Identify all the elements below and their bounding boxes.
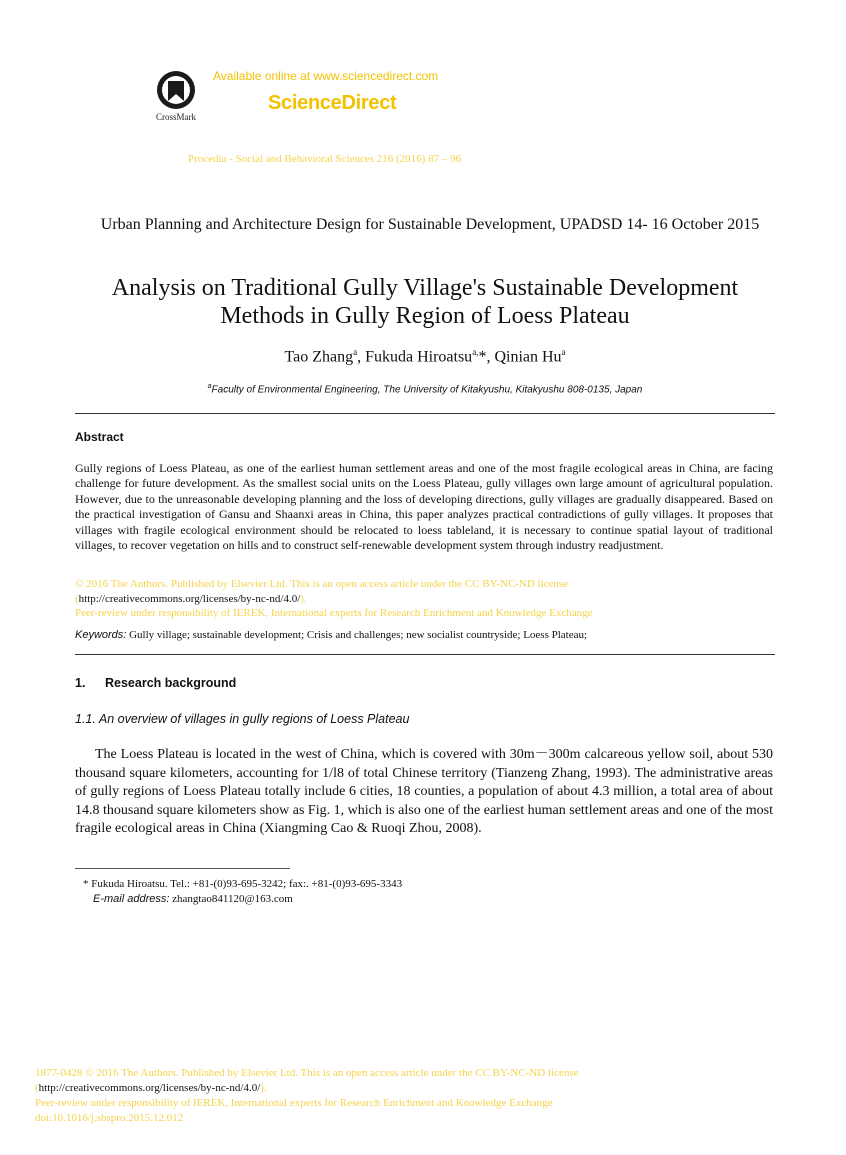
section-heading bbox=[75, 676, 236, 690]
footnote-rule bbox=[75, 868, 290, 869]
divider-top bbox=[75, 413, 775, 414]
abstract-peer-review: Peer-review under responsibility of IEREK, International experts for Research Enrichment and Knowledge Exchange bbox=[75, 607, 593, 619]
abstract-heading: Abstract bbox=[75, 430, 124, 444]
keywords bbox=[75, 629, 773, 641]
keywords-label: Keywords: bbox=[75, 629, 127, 641]
bottom-peer-review: Peer-review under responsibility of IEREK, International experts for Research Enrichment and Knowledge Exchange bbox=[35, 1097, 553, 1109]
author-3-sup: a bbox=[561, 347, 566, 357]
authors bbox=[60, 347, 790, 366]
bottom-license bbox=[35, 1082, 267, 1094]
abstract-license bbox=[75, 593, 307, 605]
bottom-paren-open: ( bbox=[35, 1082, 39, 1094]
email-address[interactable]: zhangtao841120@163.com bbox=[169, 893, 293, 905]
body-paragraph: The Loess Plateau is located in the west of China, which is covered with 30m－300m calcareous yellow soil, about 530 thousand square kilometers, accounting for 1/l8 of total Chinese territory (Tianzeng Zhang, 1993). The administrative areas of gully regions of Loess Plateau totally include 6 cities, 18 counties, a population of about 4.3 million, a total area of about 14.8 thousand square kilometers show as Fig. 1, which is also one of the earliest human settlement areas and one of the most fragile ecological areas in China (Xiangming Cao & Ruoqi Zhou, 2008). bbox=[75, 747, 773, 837]
corresponding-star: * bbox=[478, 348, 487, 366]
author-3: Qinian Hu bbox=[494, 348, 562, 366]
abstract-copyright: © 2016 The Authors. Published by Elsevier Ltd. This is an open access article under the CC BY-NC-ND license bbox=[75, 578, 569, 590]
author-sep: , bbox=[357, 348, 366, 366]
paper-title bbox=[60, 274, 790, 330]
affiliation-text: Faculty of Environmental Engineering, The University of Kitakyushu, Kitakyushu 808-0135, Japan bbox=[211, 384, 643, 396]
conference-title: Urban Planning and Architecture Design for Sustainable Development, UPADSD 14- 16 October 2015 bbox=[100, 216, 760, 233]
subsection-heading: 1.1. An overview of villages in gully regions of Loess Plateau bbox=[75, 712, 410, 726]
bottom-doi[interactable]: doi:10.1016/j.sbspro.2015.12.012 bbox=[35, 1112, 184, 1124]
author-1: Tao Zhang bbox=[284, 348, 354, 366]
footnote-email bbox=[93, 893, 293, 905]
divider-bottom bbox=[75, 654, 775, 655]
license-paren-open: ( bbox=[75, 593, 79, 605]
crossmark-label: CrossMark bbox=[156, 112, 196, 122]
bottom-issn: 1877-0428 © 2016 The Authors. Published by Elsevier Ltd. This is an open access article under the CC BY-NC-ND license bbox=[35, 1067, 579, 1079]
paper-title-line1: Analysis on Traditional Gully Village's Sustainable Development bbox=[111, 275, 739, 301]
footnote-contact: * Fukuda Hiroatsu. Tel.: +81-(0)93-695-3242; fax:. +81-(0)93-695-3343 bbox=[83, 878, 403, 890]
available-online-link[interactable]: Available online at www.sciencedirect.com bbox=[213, 69, 439, 83]
author-sep: , bbox=[486, 348, 495, 366]
author-2: Fukuda Hiroatsu bbox=[365, 348, 473, 366]
bottom-paren-close: ). bbox=[260, 1082, 267, 1094]
affiliation bbox=[60, 383, 790, 395]
bottom-license-link[interactable]: http://creativecommons.org/licenses/by-nc-nd/4.0/ bbox=[38, 1082, 261, 1094]
paper-title-line2: Methods in Gully Region of Loess Plateau bbox=[220, 303, 630, 329]
keywords-text: Gully village; sustainable development; Crisis and challenges; new socialist countryside; Loess Plateau; bbox=[126, 629, 588, 641]
journal-citation: Procedia - Social and Behavioral Sciences 216 (2016) 87 – 96 bbox=[188, 153, 462, 165]
author-2-sup: a, bbox=[472, 347, 479, 357]
email-label: E-mail address: bbox=[93, 893, 170, 905]
license-paren-close: ). bbox=[300, 593, 307, 605]
license-link[interactable]: http://creativecommons.org/licenses/by-nc-nd/4.0/ bbox=[78, 593, 301, 605]
affiliation-sup: a bbox=[207, 383, 212, 390]
sciencedirect-logo[interactable]: ScienceDirect bbox=[268, 92, 397, 114]
abstract-text: Gully regions of Loess Plateau, as one of the earliest human settlement areas and one of the most fragile ecological areas in China, are facing challenge for future development. As the smallest social units on the Loess Plateau, gully villages own large amount of agricultural population. However, due to the unreasonable developing planning and the loss of developing directions, gully villages are gradually disappeared. Based on the practical investigation of Gansu and Shaanxi areas in China, this paper analyzes practical contradictions of gully villages. It proposes that villages with fragile ecological environment should be relocated to loess tableland, it is necessary to continue spatial layout of traditional villages, to recover vegetation on hills and to construct self-renewable development system through industry readjustment. bbox=[75, 461, 773, 553]
section-number: 1. bbox=[75, 676, 86, 690]
author-1-sup: a bbox=[353, 347, 358, 357]
section-title: Research background bbox=[105, 676, 237, 690]
